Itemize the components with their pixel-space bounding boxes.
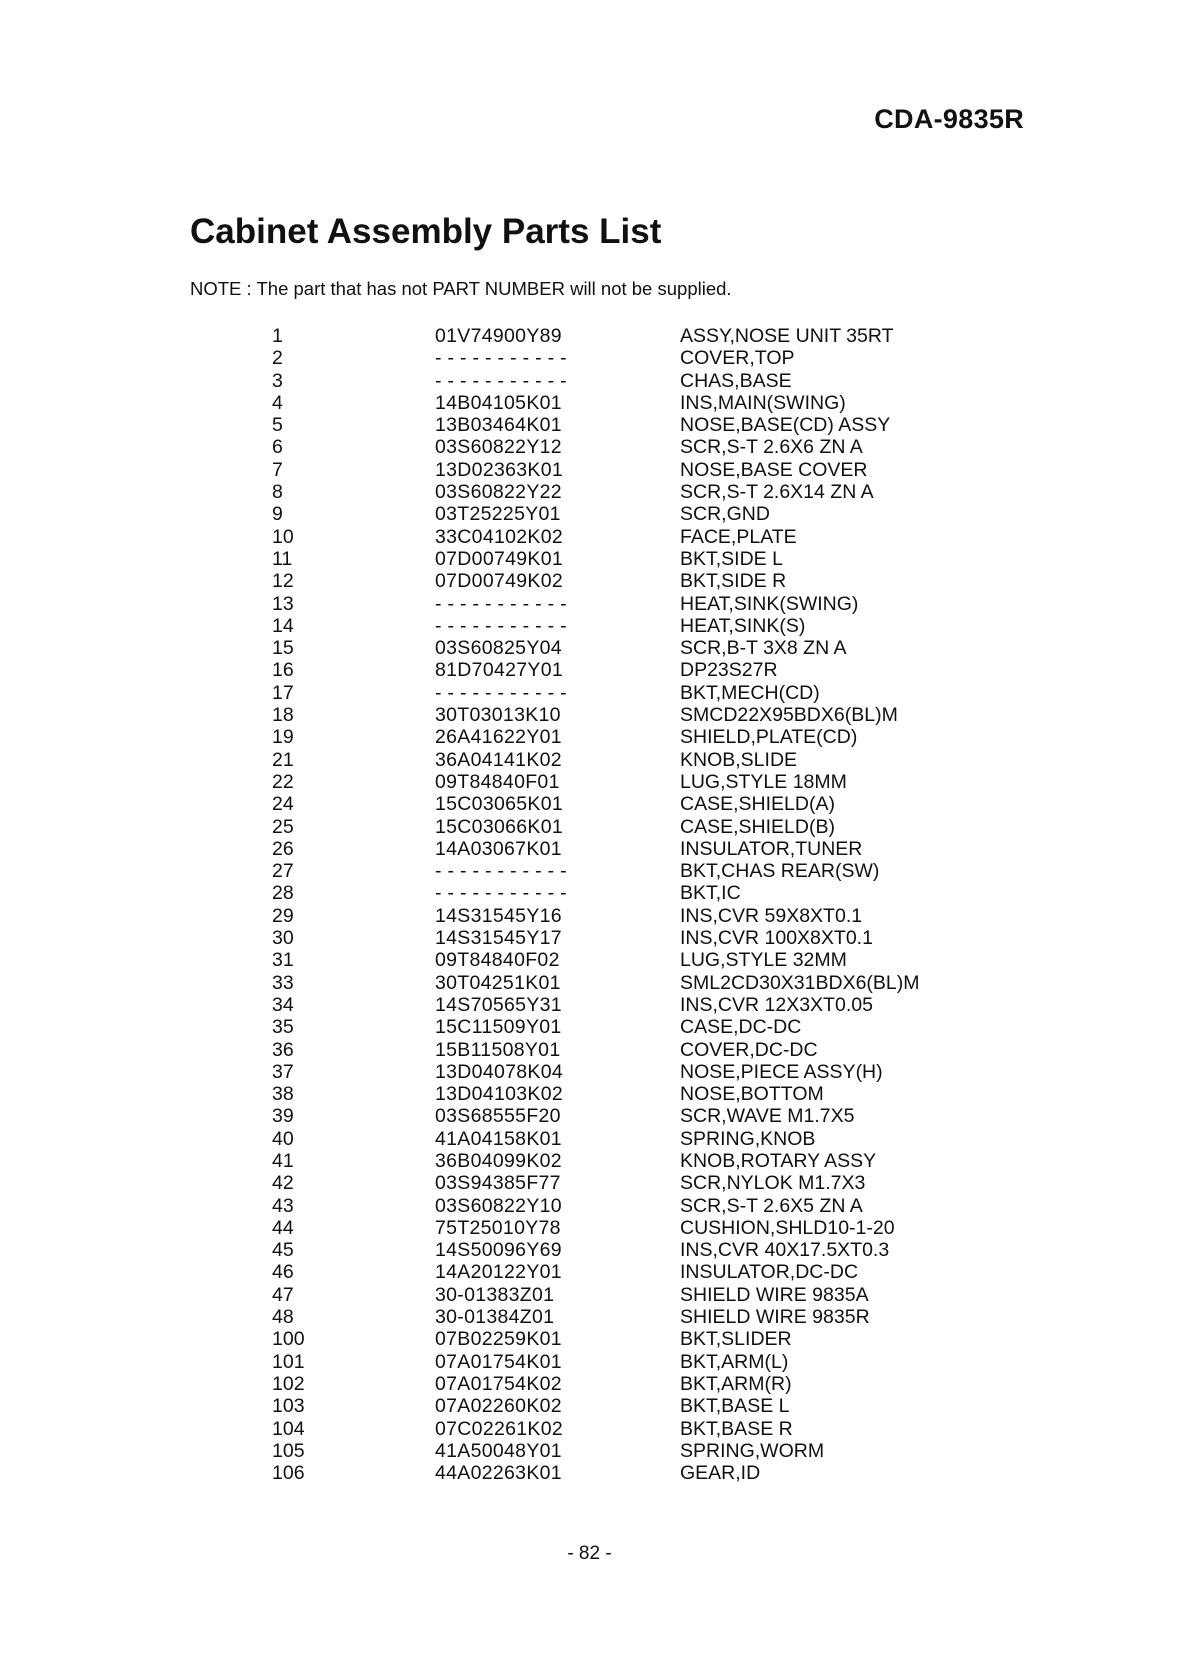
part-number: 13D04103K02: [435, 1083, 563, 1106]
model-number: CDA-9835R: [874, 104, 1024, 134]
parts-row: [0, 905, 1179, 927]
part-number: - - - - - - - - - - -: [435, 369, 567, 392]
part-description: COVER,TOP: [680, 347, 795, 370]
part-description: SCR,S-T 2.6X5 ZN A: [680, 1194, 863, 1217]
parts-row: [0, 972, 1179, 994]
part-description: SCR,NYLOK M1.7X3: [680, 1172, 866, 1195]
part-description: BKT,SIDE L: [680, 547, 783, 570]
part-number: 44A02263K01: [435, 1462, 562, 1485]
ref-number: 104: [272, 1417, 305, 1440]
part-description: SPRING,KNOB: [680, 1127, 816, 1150]
parts-row: [0, 1261, 1179, 1283]
part-description: SMCD22X95BDX6(BL)M: [680, 704, 898, 727]
parts-row: [0, 1217, 1179, 1239]
part-description: BKT,ARM(R): [680, 1372, 792, 1395]
parts-row: [0, 1462, 1179, 1484]
ref-number: 11: [272, 547, 293, 570]
part-description: INS,CVR 12X3XT0.05: [680, 993, 873, 1016]
part-description: NOSE,PIECE ASSY(H): [680, 1060, 883, 1083]
parts-row: [0, 1284, 1179, 1306]
ref-number: 34: [272, 993, 294, 1016]
part-number: 41A50048Y01: [435, 1439, 562, 1462]
part-number: - - - - - - - - - - -: [435, 860, 567, 883]
ref-number: 100: [272, 1328, 305, 1351]
parts-row: [0, 503, 1179, 525]
part-description: INS,CVR 59X8XT0.1: [680, 904, 863, 927]
ref-number: 42: [272, 1172, 294, 1195]
ref-number: 7: [272, 458, 283, 481]
part-number: 30T04251K01: [435, 971, 561, 994]
part-number: 09T84840F01: [435, 770, 560, 793]
part-number: 30-01384Z01: [435, 1306, 555, 1329]
part-description: ASSY,NOSE UNIT 35RT: [680, 325, 894, 347]
ref-number: 106: [272, 1462, 305, 1485]
part-number: 36A04141K02: [435, 748, 562, 771]
part-number: 81D70427Y01: [435, 659, 563, 682]
parts-row: [0, 548, 1179, 570]
part-number: - - - - - - - - - - -: [435, 347, 567, 370]
parts-row: [0, 994, 1179, 1016]
part-number: 15C03065K01: [435, 793, 563, 816]
part-number: 03S60825Y04: [435, 637, 562, 660]
part-description: BKT,SIDE R: [680, 570, 787, 593]
part-description: SHIELD WIRE 9835R: [680, 1306, 870, 1329]
ref-number: 30: [272, 927, 294, 950]
part-number: 13B03464K01: [435, 414, 562, 437]
part-number: 13D04078K04: [435, 1060, 563, 1083]
part-description: CASE,SHIELD(B): [680, 815, 835, 838]
part-description: BKT,ARM(L): [680, 1350, 789, 1373]
part-number: 41A04158K01: [435, 1127, 562, 1150]
parts-row: [0, 1128, 1179, 1150]
ref-number: 39: [272, 1105, 294, 1128]
part-description: CUSHION,SHLD10-1-20: [680, 1216, 895, 1239]
part-description: CASE,SHIELD(A): [680, 793, 835, 816]
ref-number: 24: [272, 793, 294, 816]
part-description: CASE,DC-DC: [680, 1016, 802, 1039]
page-number: - 82 -: [567, 1543, 612, 1564]
ref-number: 4: [272, 391, 283, 414]
part-description: SCR,B-T 3X8 ZN A: [680, 637, 847, 660]
part-number: 36B04099K02: [435, 1149, 562, 1172]
part-number: 03T25225Y01: [435, 503, 561, 526]
part-description: SML2CD30X31BDX6(BL)M: [680, 971, 920, 994]
parts-row: [0, 816, 1179, 838]
parts-row: [0, 1418, 1179, 1440]
ref-number: 17: [272, 681, 294, 704]
part-number: 07A02260K02: [435, 1395, 562, 1418]
parts-row: [0, 414, 1179, 436]
parts-row: [0, 1061, 1179, 1083]
ref-number: 102: [272, 1372, 305, 1395]
part-description: GEAR,ID: [680, 1462, 761, 1485]
part-number: 14A20122Y01: [435, 1261, 562, 1284]
part-description: SCR,WAVE M1.7X5: [680, 1105, 855, 1128]
part-number: 13D02363K01: [435, 458, 563, 481]
parts-row: [0, 793, 1179, 815]
ref-number: 36: [272, 1038, 294, 1061]
parts-row: [0, 1395, 1179, 1417]
part-description: BKT,SLIDER: [680, 1328, 792, 1351]
part-description: SCR,S-T 2.6X6 ZN A: [680, 436, 863, 459]
part-description: SCR,S-T 2.6X14 ZN A: [680, 481, 874, 504]
ref-number: 2: [272, 347, 283, 370]
parts-row: [0, 1239, 1179, 1261]
part-number: 03S60822Y10: [435, 1194, 562, 1217]
ref-number: 38: [272, 1083, 294, 1106]
part-description: INS,MAIN(SWING): [680, 391, 846, 414]
part-number: 07C02261K02: [435, 1417, 563, 1440]
part-description: LUG,STYLE 32MM: [680, 949, 847, 972]
parts-row: [0, 637, 1179, 659]
ref-number: 3: [272, 369, 283, 392]
part-number: 30-01383Z01: [435, 1283, 555, 1306]
parts-row: [0, 1440, 1179, 1462]
part-description: HEAT,SINK(S): [680, 614, 806, 637]
parts-row: [0, 615, 1179, 637]
ref-number: 40: [272, 1127, 294, 1150]
ref-number: 27: [272, 860, 294, 883]
part-description: LUG,STYLE 18MM: [680, 770, 847, 793]
part-number: 07B02259K01: [435, 1328, 562, 1351]
parts-row: [0, 1039, 1179, 1061]
parts-row: [0, 459, 1179, 481]
part-number: 14S31545Y16: [435, 904, 562, 927]
part-description: INS,CVR 40X17.5XT0.3: [680, 1239, 890, 1262]
part-number: 14S50096Y69: [435, 1239, 562, 1262]
parts-row: [0, 347, 1179, 369]
part-number: 07D00749K02: [435, 570, 563, 593]
part-number: 09T84840F02: [435, 949, 560, 972]
ref-number: 1: [272, 325, 283, 347]
parts-row: [0, 949, 1179, 971]
ref-number: 41: [272, 1149, 294, 1172]
parts-row: [0, 1373, 1179, 1395]
part-number: - - - - - - - - - - -: [435, 681, 567, 704]
parts-row: [0, 593, 1179, 615]
part-description: BKT,BASE L: [680, 1395, 790, 1418]
supply-note: NOTE : The part that has not PART NUMBER will not be supplied.: [190, 278, 732, 299]
part-number: 30T03013K10: [435, 704, 561, 727]
part-number: 03S60822Y22: [435, 481, 562, 504]
part-description: HEAT,SINK(SWING): [680, 592, 859, 615]
parts-row: [0, 436, 1179, 458]
parts-row: [0, 882, 1179, 904]
part-number: 07A01754K02: [435, 1372, 562, 1395]
parts-row: [0, 481, 1179, 503]
ref-number: 103: [272, 1395, 305, 1418]
part-description: SHIELD,PLATE(CD): [680, 726, 858, 749]
ref-number: 22: [272, 770, 294, 793]
part-description: BKT,MECH(CD): [680, 681, 820, 704]
parts-row: [0, 726, 1179, 748]
part-number: 15C11509Y01: [435, 1016, 562, 1039]
parts-row: [0, 1351, 1179, 1373]
part-description: DP23S27R: [680, 659, 778, 682]
part-number: 33C04102K02: [435, 525, 563, 548]
part-number: 03S60822Y12: [435, 436, 562, 459]
ref-number: 13: [272, 592, 294, 615]
ref-number: 105: [272, 1439, 305, 1462]
ref-number: 28: [272, 882, 294, 905]
part-number: - - - - - - - - - - -: [435, 592, 567, 615]
part-description: INSULATOR,TUNER: [680, 837, 863, 860]
ref-number: 47: [272, 1283, 294, 1306]
ref-number: 19: [272, 726, 294, 749]
part-description: BKT,CHAS REAR(SW): [680, 860, 880, 883]
ref-number: 33: [272, 971, 294, 994]
parts-row: [0, 392, 1179, 414]
part-description: INS,CVR 100X8XT0.1: [680, 927, 873, 950]
parts-row: [0, 659, 1179, 681]
part-description: COVER,DC-DC: [680, 1038, 818, 1061]
ref-number: 29: [272, 904, 294, 927]
ref-number: 10: [272, 525, 294, 548]
part-number: 14S31545Y17: [435, 927, 562, 950]
parts-row: [0, 570, 1179, 592]
part-number: 14B04105K01: [435, 391, 562, 414]
ref-number: 16: [272, 659, 294, 682]
part-description: KNOB,ROTARY ASSY: [680, 1149, 877, 1172]
parts-row: [0, 704, 1179, 726]
parts-row: [0, 325, 1179, 347]
ref-number: 37: [272, 1060, 294, 1083]
ref-number: 101: [272, 1350, 305, 1373]
part-description: FACE,PLATE: [680, 525, 797, 548]
part-number: 75T25010Y78: [435, 1216, 561, 1239]
ref-number: 12: [272, 570, 294, 593]
parts-row: [0, 838, 1179, 860]
parts-row: [0, 1328, 1179, 1350]
part-number: 07A01754K01: [435, 1350, 562, 1373]
part-number: 03S68555F20: [435, 1105, 561, 1128]
parts-row: [0, 526, 1179, 548]
ref-number: 35: [272, 1016, 294, 1039]
parts-row: [0, 749, 1179, 771]
ref-number: 26: [272, 837, 294, 860]
ref-number: 15: [272, 637, 294, 660]
part-description: KNOB,SLIDE: [680, 748, 798, 771]
part-number: 15B11508Y01: [435, 1038, 561, 1061]
part-description: BKT,IC: [680, 882, 741, 905]
parts-row: [0, 1150, 1179, 1172]
page-title: Cabinet Assembly Parts List: [190, 212, 662, 251]
parts-row: [0, 927, 1179, 949]
parts-list: [0, 325, 1179, 1484]
part-description: SCR,GND: [680, 503, 770, 526]
part-number: 14A03067K01: [435, 837, 562, 860]
ref-number: 6: [272, 436, 283, 459]
part-number: 26A41622Y01: [435, 726, 562, 749]
ref-number: 21: [272, 748, 294, 771]
ref-number: 44: [272, 1216, 294, 1239]
ref-number: 46: [272, 1261, 294, 1284]
part-description: NOSE,BASE COVER: [680, 458, 868, 481]
part-description: NOSE,BASE(CD) ASSY: [680, 414, 891, 437]
part-description: CHAS,BASE: [680, 369, 792, 392]
part-number: 14S70565Y31: [435, 993, 562, 1016]
ref-number: 18: [272, 704, 294, 727]
ref-number: 48: [272, 1306, 294, 1329]
part-number: - - - - - - - - - - -: [435, 882, 567, 905]
parts-row: [0, 1172, 1179, 1194]
part-description: BKT,BASE R: [680, 1417, 793, 1440]
ref-number: 9: [272, 503, 283, 526]
parts-row: [0, 682, 1179, 704]
part-description: SHIELD WIRE 9835A: [680, 1283, 869, 1306]
parts-row: [0, 1016, 1179, 1038]
ref-number: 14: [272, 614, 294, 637]
ref-number: 43: [272, 1194, 294, 1217]
ref-number: 25: [272, 815, 294, 838]
parts-row: [0, 1306, 1179, 1328]
parts-row: [0, 1105, 1179, 1127]
part-number: 15C03066K01: [435, 815, 563, 838]
ref-number: 45: [272, 1239, 294, 1262]
ref-number: 5: [272, 414, 283, 437]
parts-row: [0, 771, 1179, 793]
parts-row: [0, 860, 1179, 882]
parts-row: [0, 370, 1179, 392]
parts-row: [0, 1083, 1179, 1105]
part-number: 01V74900Y89: [435, 325, 562, 347]
part-description: INSULATOR,DC-DC: [680, 1261, 859, 1284]
part-number: 03S94385F77: [435, 1172, 561, 1195]
part-number: - - - - - - - - - - -: [435, 614, 567, 637]
part-number: 07D00749K01: [435, 547, 563, 570]
part-description: SPRING,WORM: [680, 1439, 825, 1462]
ref-number: 8: [272, 481, 283, 504]
ref-number: 31: [272, 949, 294, 972]
parts-row: [0, 1195, 1179, 1217]
part-description: NOSE,BOTTOM: [680, 1083, 824, 1106]
